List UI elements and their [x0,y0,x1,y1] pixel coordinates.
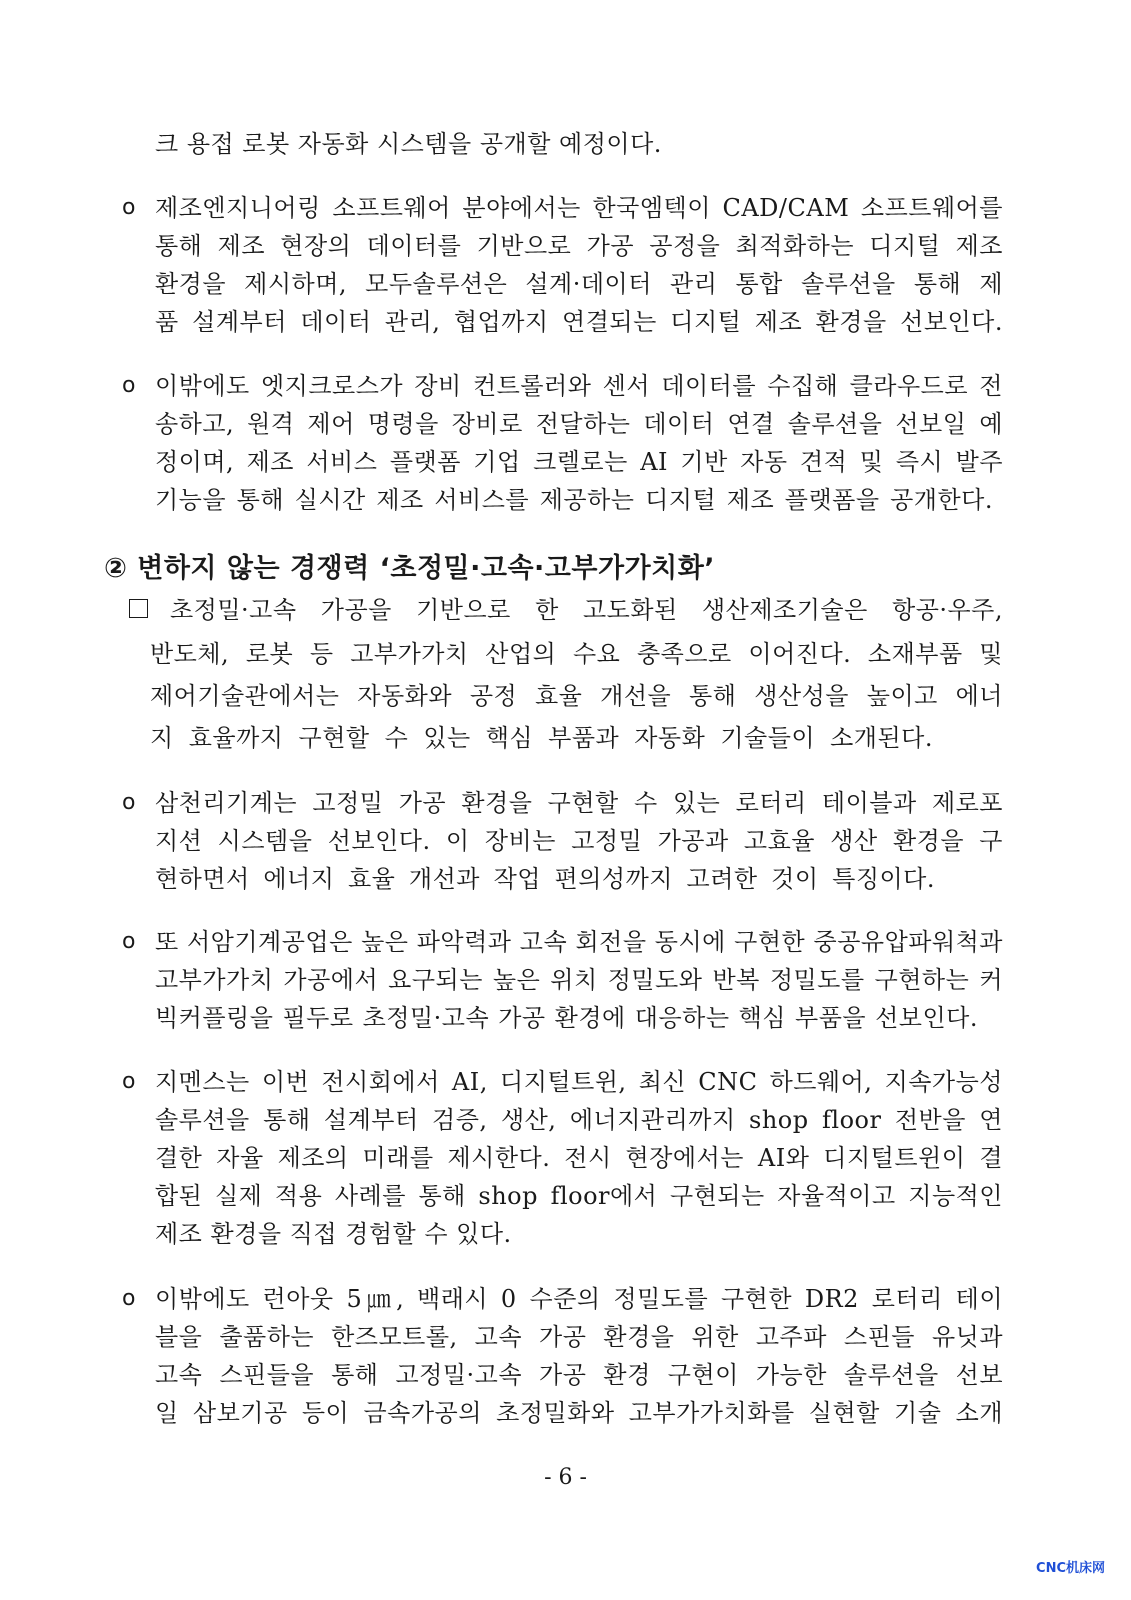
body-line: 지 효율까지 구현할 수 있는 핵심 부품과 자동화 기술들이 소개된다. [150,724,933,752]
body-line: 블을 출품하는 한즈모트롤, 고속 가공 환경을 위한 고주파 스핀들 유닛과 [155,1323,1003,1351]
page-number: - 6 - [544,1465,587,1490]
watermark: CNC机床网 [1036,1561,1105,1576]
body-line: 일 삼보기공 등이 금속가공의 초정밀화와 고부가가치화를 실현할 기술 소개 [155,1399,1003,1427]
body-line: 또 서암기계공업은 높은 파악력과 고속 회전을 동시에 구현한 중공유압파워척과 [155,928,1003,956]
body-line: 품 설계부터 데이터 관리, 협업까지 연결되는 디지털 제조 환경을 선보인다. [155,308,1003,336]
bullet-marker: o [122,1069,136,1094]
body-line: 환경을 제시하며, 모두솔루션은 설계·데이터 관리 통합 솔루션을 통해 제 [155,270,1003,298]
body-line: 이밖에도 런아웃 5㎛, 백래시 0 수준의 정밀도를 구현한 DR2 로터리 테이 [155,1285,1003,1313]
bullet-marker: o [122,195,136,220]
body-line: 고속 스핀들을 통해 고정밀·고속 가공 환경 구현이 가능한 솔루션을 선보 [155,1361,1003,1389]
body-line: 결한 자율 제조의 미래를 제시한다. 전시 현장에서는 AI와 디지털트윈이 결 [155,1144,1003,1172]
body-line: 초정밀·고속 가공을 기반으로 한 고도화된 생산제조기술은 항공·우주, [170,596,1003,624]
body-line: 제어기술관에서는 자동화와 공정 효율 개선을 통해 생산성을 높이고 에너 [150,682,1003,710]
body-line: 반도체, 로봇 등 고부가가치 산업의 수요 충족으로 이어진다. 소재부품 및 [150,640,1003,668]
body-line: 제조 환경을 직접 경험할 수 있다. [155,1220,512,1248]
body-line: 솔루션을 통해 설계부터 검증, 생산, 에너지관리까지 shop floor 전반을 연 [155,1106,1003,1134]
bullet-marker: o [122,1286,136,1311]
body-line: 정이며, 제조 서비스 플랫폼 기업 크렐로는 AI 기반 자동 견적 및 즉시 발주 [155,448,1003,476]
body-line: 합된 실제 적용 사례를 통해 shop floor에서 구현되는 자율적이고 지능적인 [155,1182,1003,1210]
body-line: 크 용접 로봇 자동화 시스템을 공개할 예정이다. [155,130,662,158]
body-line: 고부가가치 가공에서 요구되는 높은 위치 정밀도와 반복 정밀도를 구현하는 커 [155,966,1003,994]
body-line: 삼천리기계는 고정밀 가공 환경을 구현할 수 있는 로터리 테이블과 제로포 [155,789,1003,817]
bullet-marker: o [122,373,136,398]
body-line: 제조엔지니어링 소프트웨어 분야에서는 한국엠텍이 CAD/CAM 소프트웨어를 [155,194,1003,222]
section-heading: ② 변하지 않는 경쟁력 ‘초정밀·고속·고부가가치화’ [104,553,716,584]
bullet-marker: o [122,929,136,954]
body-line: 통해 제조 현장의 데이터를 기반으로 가공 공정을 최적화하는 디지털 제조 [155,232,1003,260]
checkbox-bullet [129,599,148,618]
body-line: 기능을 통해 실시간 제조 서비스를 제공하는 디지털 제조 플랫폼을 공개한다. [155,486,993,514]
body-line: 지션 시스템을 선보인다. 이 장비는 고정밀 가공과 고효율 생산 환경을 구 [155,827,1003,855]
bullet-marker: o [122,790,136,815]
body-line: 현하면서 에너지 효율 개선과 작업 편의성까지 고려한 것이 특징이다. [155,865,935,893]
body-line: 이밖에도 엣지크로스가 장비 컨트롤러와 센서 데이터를 수집해 클라우드로 전 [155,372,1003,400]
body-line: 빅커플링을 필두로 초정밀·고속 가공 환경에 대응하는 핵심 부품을 선보인다. [155,1004,978,1032]
body-line: 송하고, 원격 제어 명령을 장비로 전달하는 데이터 연결 솔루션을 선보일 예 [155,410,1003,438]
body-line: 지멘스는 이번 전시회에서 AI, 디지털트윈, 최신 CNC 하드웨어, 지속가능성 [155,1068,1003,1096]
